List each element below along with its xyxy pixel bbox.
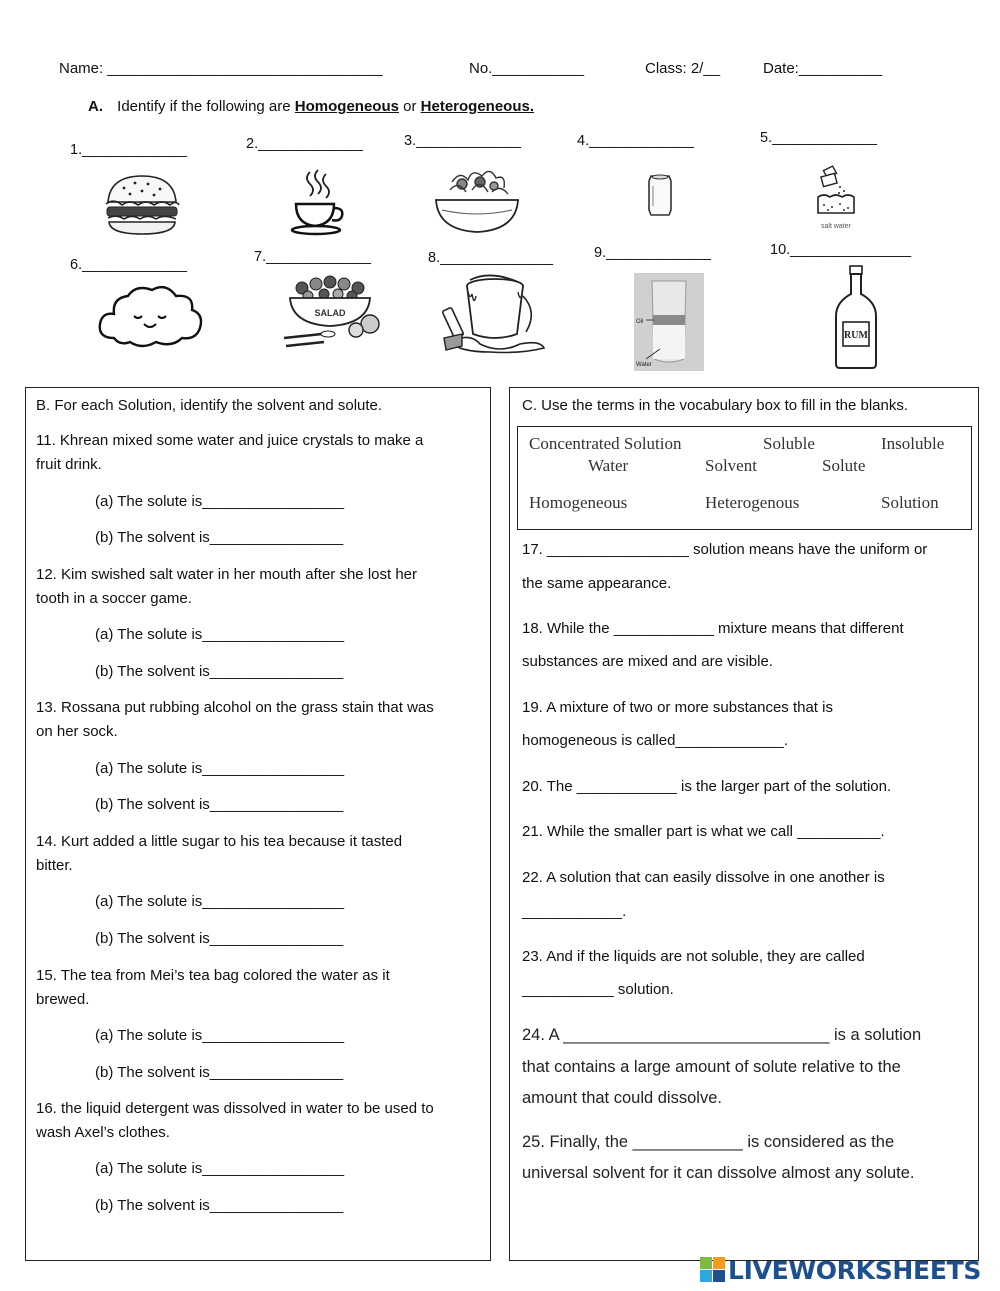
burger-icon [102,172,182,238]
question-11-line2: fruit drink. [36,456,102,473]
oil-water-photo [634,273,704,371]
question-14-line2: bitter. [36,857,73,874]
date-field[interactable]: Date:__________ [763,60,883,77]
q16-solvent-blank[interactable]: (b) The solvent is________________ [95,1197,344,1214]
vocab-homogeneous: Homogeneous [529,493,628,512]
salad-label: SALAD [314,308,346,318]
item-3-blank[interactable]: 3._____________ [404,133,521,149]
salt-water-icon [810,165,866,233]
item-10-blank[interactable]: 10._______________ [770,242,912,258]
section-b-box [25,387,491,1261]
question-15-line1: 15. The tea from Mei’s tea bag colored the water as it [36,967,390,984]
cloud-icon [96,282,206,352]
q13-solute-blank[interactable]: (a) The solute is_________________ [95,760,345,777]
q12-solvent-blank[interactable]: (b) The solvent is________________ [95,663,344,680]
question-15 [36,964,390,1012]
salad-bowl-icon [432,160,522,236]
q14-solute-blank[interactable]: (a) The solute is_________________ [95,893,345,910]
rum-label: RUM [844,330,868,341]
question-24-line3: amount that could dissolve. [522,1089,722,1107]
heterogeneous-word: Heterogeneous. [420,98,535,115]
question-25-line1[interactable]: 25. Finally, the ____________ is considered as the [522,1133,895,1151]
question-23-line2[interactable]: ___________ solution. [522,981,674,998]
item-7-blank[interactable]: 7._____________ [254,249,371,265]
question-14-line1: 14. Kurt added a little sugar to his tea because it tasted [36,833,403,850]
vocab-soluble: Soluble [763,434,815,453]
question-11-line1: 11. Khrean mixed some water and juice crystals to make a [36,432,424,449]
question-16-line2: wash Axel’s clothes. [36,1124,170,1141]
oil-water-glass-icon [634,273,704,371]
homogeneous-word: Homogeneous [294,98,399,115]
section-c-title: C. Use the terms in the vocabulary box to fill in the blanks. [522,397,909,414]
vocab-water: Water [588,456,629,475]
question-13-line2: on her sock. [36,723,118,740]
name-field[interactable]: Name: _________________________________ [59,60,383,77]
salt-water-caption: salt water [821,223,851,230]
q11-solute-blank[interactable]: (a) The solute is_________________ [95,493,345,510]
item-1-blank[interactable]: 1._____________ [70,142,187,158]
q14-solvent-blank[interactable]: (b) The solvent is________________ [95,930,344,947]
question-19-line2[interactable]: homogeneous is called_____________. [522,732,789,749]
vocab-concentrated-solution: Concentrated Solution [529,434,682,453]
rum-bottle-icon [832,264,880,372]
section-b-title: B. For each Solution, identify the solvent and solute. [36,397,383,414]
question-12-line2: tooth in a soccer game. [36,590,192,607]
liveworksheets-wordmark: LIVEWORKSHEETS [728,1255,982,1285]
q15-solute-blank[interactable]: (a) The solute is_________________ [95,1027,345,1044]
item-6-blank[interactable]: 6._____________ [70,257,187,273]
item-5-blank[interactable]: 5._____________ [760,130,877,146]
item-8-blank[interactable]: 8.______________ [428,250,553,266]
question-13 [36,696,434,744]
question-19-line1: 19. A mixture of two or more substances that is [522,699,833,716]
vocab-heterogenous: Heterogenous [705,493,800,512]
question-12 [36,563,417,611]
question-23-line1: 23. And if the liquids are not soluble, they are called [522,948,865,965]
question-16-line1: 16. the liquid detergent was dissolved in water to be used to [36,1100,434,1117]
q11-solvent-blank[interactable]: (b) The solvent is________________ [95,529,344,546]
soda-can-icon [647,172,673,218]
liveworksheets-logo [700,1256,981,1284]
q15-solvent-blank[interactable]: (b) The solvent is________________ [95,1064,344,1081]
question-14 [36,830,402,878]
section-a-letter: A. [88,98,103,115]
question-18-line2: substances are mixed and are visible. [522,653,773,670]
question-15-line2: brewed. [36,991,90,1008]
question-13-line1: 13. Rossana put rubbing alcohol on the grass stain that was [36,699,434,716]
question-16 [36,1097,434,1145]
fruit-salad-icon [278,272,382,352]
vocab-solution: Solution [881,493,939,512]
vocabulary-box [517,426,972,530]
liveworksheets-mark-icon [700,1257,726,1283]
question-24-line1[interactable]: 24. A _____________________________ is a solution [522,1026,922,1044]
question-17-line1[interactable]: 17. _________________ solution means have the uniform or [522,541,928,558]
item-4-blank[interactable]: 4._____________ [577,133,694,149]
q12-solute-blank[interactable]: (a) The solute is_________________ [95,626,345,643]
oil-label: Oil [636,319,644,325]
section-a-prefix: Identify if the following are [117,98,291,115]
question-22-line2[interactable]: ____________. [522,903,627,920]
or-word: or [403,98,417,115]
section-a-instruction [88,98,534,115]
question-18-line1[interactable]: 18. While the ____________ mixture means that different [522,620,904,637]
vocab-insoluble: Insoluble [881,434,945,453]
vocab-solute: Solute [822,456,866,475]
coffee-cup-icon [288,168,348,238]
class-field[interactable]: Class: 2/__ [645,60,721,77]
water-label: Water [636,362,652,368]
q13-solvent-blank[interactable]: (b) The solvent is________________ [95,796,344,813]
question-17-line2: the same appearance. [522,575,672,592]
question-20[interactable]: 20. The ____________ is the larger part of the solution. [522,778,892,795]
q16-solute-blank[interactable]: (a) The solute is_________________ [95,1160,345,1177]
question-25-line2: universal solvent for it can dissolve almost any solute. [522,1164,915,1182]
paint-bucket-icon [440,272,550,354]
number-field[interactable]: No.___________ [469,60,585,77]
item-2-blank[interactable]: 2._____________ [246,136,363,152]
question-24-line2: that contains a large amount of solute relative to the [522,1058,901,1076]
section-c-box [509,387,979,1261]
question-21[interactable]: 21. While the smaller part is what we call __________. [522,823,885,840]
question-11 [36,429,423,477]
question-12-line1: 12. Kim swished salt water in her mouth after she lost her [36,566,418,583]
question-22-line1: 22. A solution that can easily dissolve in one another is [522,869,885,886]
vocab-solvent: Solvent [705,456,757,475]
item-9-blank[interactable]: 9._____________ [594,245,711,261]
